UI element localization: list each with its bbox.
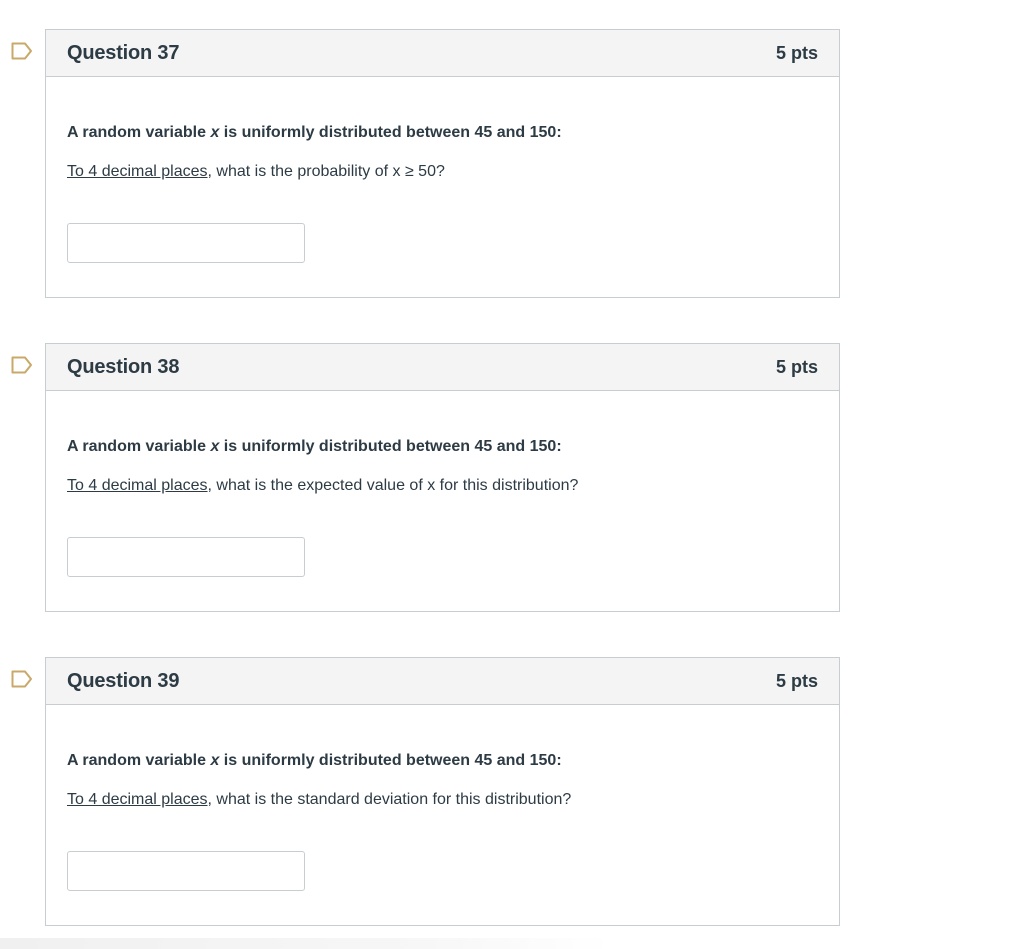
question-body <box>46 77 839 297</box>
prompt-rest: , what is the probability of x ≥ 50? <box>207 163 445 180</box>
answer-input[interactable] <box>67 537 305 577</box>
question-prompt <box>67 791 571 809</box>
question-header <box>46 344 839 391</box>
question-title: Question 38 <box>67 355 180 378</box>
question-prompt <box>67 163 445 181</box>
question-header <box>46 30 839 77</box>
prompt-rest: , what is the expected value of x for this distribution? <box>207 477 579 494</box>
question-title: Question 39 <box>67 669 180 692</box>
question-38 <box>45 343 840 612</box>
question-body <box>46 391 839 611</box>
answer-input[interactable] <box>67 851 305 891</box>
stem-text-pre: A random variable <box>67 124 211 141</box>
question-body <box>46 705 839 925</box>
stem-variable: x <box>210 438 220 455</box>
question-points: 5 pts <box>775 356 818 377</box>
stem-text-post: is uniformly distributed between 45 and 150: <box>219 438 562 455</box>
bookmark-flag-icon[interactable] <box>11 42 33 60</box>
question-points: 5 pts <box>775 42 818 63</box>
question-title: Question 37 <box>67 41 180 64</box>
bookmark-flag-icon[interactable] <box>11 356 33 374</box>
stem-text-post: is uniformly distributed between 45 and 150: <box>219 124 562 141</box>
prompt-rest: , what is the standard deviation for this distribution? <box>207 791 572 808</box>
prompt-underlined: To 4 decimal places <box>67 163 208 180</box>
question-stem <box>67 124 562 142</box>
question-points: 5 pts <box>775 670 818 691</box>
question-39 <box>45 657 840 926</box>
bookmark-flag-icon[interactable] <box>11 670 33 688</box>
stem-text-pre: A random variable <box>67 752 211 769</box>
question-stem <box>67 438 562 456</box>
question-prompt <box>67 477 578 495</box>
stem-variable: x <box>210 124 220 141</box>
prompt-underlined: To 4 decimal places <box>67 477 208 494</box>
prompt-underlined: To 4 decimal places <box>67 791 208 808</box>
question-stem <box>67 752 562 770</box>
stem-variable: x <box>210 752 220 769</box>
bottom-scroll-shadow <box>0 938 610 949</box>
answer-input[interactable] <box>67 223 305 263</box>
question-header <box>46 658 839 705</box>
question-37 <box>45 29 840 298</box>
stem-text-post: is uniformly distributed between 45 and 150: <box>219 752 562 769</box>
stem-text-pre: A random variable <box>67 438 211 455</box>
